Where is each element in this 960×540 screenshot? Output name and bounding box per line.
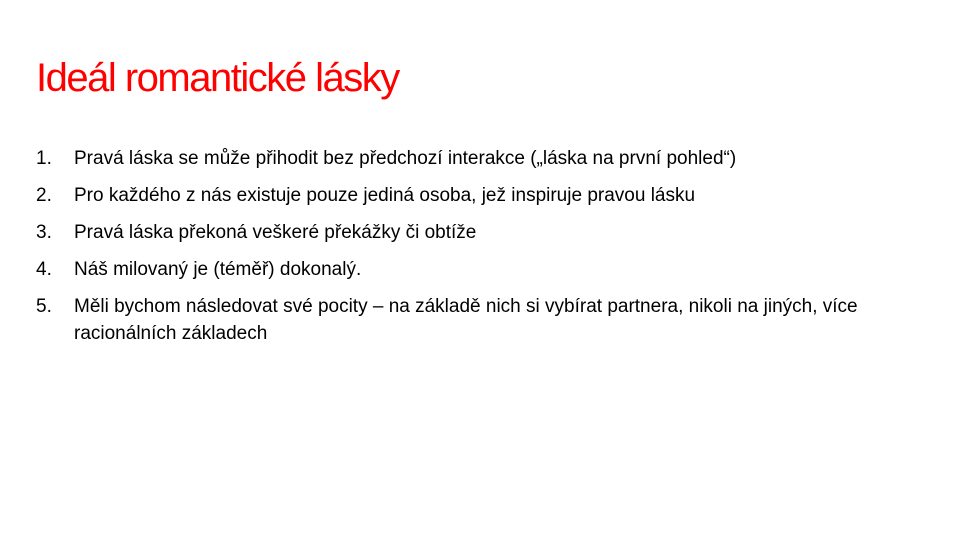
list-item: [36, 219, 916, 246]
list-item: [36, 293, 916, 347]
numbered-list: [36, 145, 916, 357]
list-item-number: 4.: [36, 259, 52, 280]
list-item: [36, 182, 916, 209]
list-item-text: Pro každého z nás existuje pouze jediná osoba, jež inspiruje pravou lásku: [74, 185, 696, 206]
slide-title: Ideál romantické lásky: [36, 56, 399, 100]
list-item: [36, 256, 916, 283]
list-item: [36, 145, 916, 172]
list-item-number: 1.: [36, 148, 52, 169]
list-item-text: Pravá láska překoná veškeré překážky či obtíže: [74, 222, 477, 243]
list-item-text: Měli bychom následovat své pocity – na základě nich si vybírat partnera, nikoli na jiných, více racionálních základech: [74, 296, 858, 344]
list-item-text: Pravá láska se může přihodit bez předchozí interakce („láska na první pohled“): [74, 148, 737, 169]
list-item-number: 5.: [36, 296, 52, 317]
list-item-number: 2.: [36, 185, 52, 206]
list-item-text: Náš milovaný je (téměř) dokonalý.: [74, 259, 362, 280]
list-item-number: 3.: [36, 222, 52, 243]
